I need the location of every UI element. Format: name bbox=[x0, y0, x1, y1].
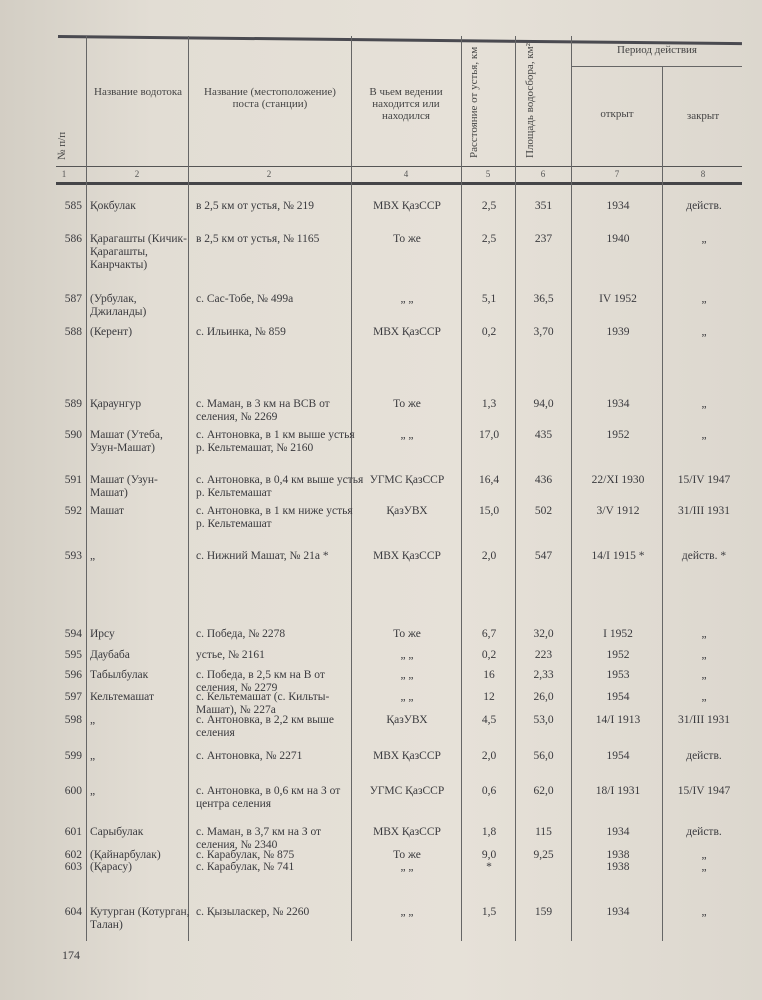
department: „ „ bbox=[400, 906, 414, 918]
watercourse-name: Машат (Узун-Машат) bbox=[90, 474, 158, 499]
department: УГМС ҚазССР bbox=[369, 474, 445, 486]
row-number: 600 bbox=[64, 785, 82, 797]
distance-from-mouth: * bbox=[486, 861, 492, 873]
department: „ „ bbox=[400, 429, 414, 441]
row-number: 601 bbox=[64, 826, 82, 838]
closed-date: „ bbox=[701, 429, 707, 441]
distance-from-mouth: 1,8 bbox=[481, 826, 497, 838]
closed-date: „ bbox=[701, 233, 707, 245]
column-number: 7 bbox=[614, 169, 620, 179]
post-location: с. Антоновка, № 2271 bbox=[196, 750, 303, 762]
header-distance: Расстояние от устья, км bbox=[468, 46, 480, 158]
distance-from-mouth: 15,0 bbox=[478, 505, 500, 517]
watercourse-name: Кутурган (Котурган, Талан) bbox=[90, 906, 190, 931]
closed-date: действ. bbox=[686, 200, 722, 212]
opened-date: 1934 bbox=[606, 200, 630, 212]
column-number: 1 bbox=[61, 169, 67, 179]
department: То же bbox=[393, 628, 421, 640]
department: МВХ ҚазССР bbox=[373, 750, 441, 762]
distance-from-mouth: 2,5 bbox=[481, 233, 497, 245]
catchment-area: 9,25 bbox=[533, 849, 554, 861]
closed-date: „ bbox=[701, 691, 707, 703]
closed-date: действ. bbox=[686, 826, 722, 838]
post-location: с. Антоновка, в 1 км ниже устья р. Кельтемашат bbox=[196, 505, 353, 530]
department: То же bbox=[393, 849, 421, 861]
watercourse-name: (Қарасу) bbox=[90, 861, 132, 873]
opened-date: 1953 bbox=[606, 669, 630, 681]
opened-date: 1952 bbox=[606, 649, 630, 661]
closed-date: „ bbox=[701, 849, 707, 861]
watercourse-name: (Қайнарбулак) bbox=[90, 849, 161, 861]
post-location: с. Антоновка, в 2,2 км выше селения bbox=[196, 714, 334, 739]
department: „ „ bbox=[400, 691, 414, 703]
watercourse-name: Ирсу bbox=[90, 628, 115, 640]
distance-from-mouth: 2,0 bbox=[481, 750, 497, 762]
header-closed: закрыт bbox=[686, 110, 720, 122]
catchment-area: 3,70 bbox=[533, 326, 554, 338]
post-location: с. Маман, в 3,7 км на З от селения, № 2340 bbox=[196, 826, 322, 851]
distance-from-mouth: 1,3 bbox=[481, 398, 497, 410]
catchment-area: 53,0 bbox=[533, 714, 554, 726]
closed-date: действ. * bbox=[681, 550, 727, 562]
opened-date: 18/I 1931 bbox=[595, 785, 641, 797]
closed-date: действ. bbox=[686, 750, 722, 762]
closed-date: 31/III 1931 bbox=[677, 714, 731, 726]
department: „ „ bbox=[400, 649, 414, 661]
post-location: с. Антоновка, в 0,4 км выше устья р. Кельтемашат bbox=[196, 474, 364, 499]
department: То же bbox=[393, 233, 421, 245]
catchment-area: 547 bbox=[534, 550, 553, 562]
post-location: с. Маман, в 3 км на ВСВ от селения, № 2269 bbox=[196, 398, 330, 423]
distance-from-mouth: 9,0 bbox=[481, 849, 497, 861]
opened-date: 1952 bbox=[606, 429, 630, 441]
column-divider bbox=[662, 66, 663, 941]
watercourse-name: Қокбулак bbox=[90, 200, 136, 212]
post-location: с. Карабулак, № 875 bbox=[196, 849, 295, 861]
catchment-area: 32,0 bbox=[533, 628, 554, 640]
catchment-area: 351 bbox=[534, 200, 553, 212]
opened-date: 1934 bbox=[606, 906, 630, 918]
post-location: с. Победа, № 2278 bbox=[196, 628, 286, 640]
catchment-area: 435 bbox=[534, 429, 553, 441]
department: УГМС ҚазССР bbox=[369, 785, 445, 797]
department: ҚазУВХ bbox=[386, 714, 428, 726]
row-number: 587 bbox=[64, 293, 82, 305]
closed-date: 31/III 1931 bbox=[677, 505, 731, 517]
column-number: 8 bbox=[700, 169, 706, 179]
department: МВХ ҚазССР bbox=[373, 826, 441, 838]
row-number: 585 bbox=[64, 200, 82, 212]
watercourse-name: (Урбулак, Джиланды) bbox=[90, 293, 147, 318]
row-number: 603 bbox=[64, 861, 82, 873]
header-period: Период действия bbox=[617, 44, 697, 56]
closed-date: „ bbox=[701, 398, 707, 410]
opened-date: I 1952 bbox=[603, 628, 633, 640]
closed-date: „ bbox=[701, 326, 707, 338]
department: МВХ ҚазССР bbox=[373, 200, 441, 212]
column-number: 5 bbox=[485, 169, 491, 179]
opened-date: 1954 bbox=[606, 750, 630, 762]
closed-date: 15/IV 1947 bbox=[677, 474, 731, 486]
distance-from-mouth: 0,2 bbox=[481, 326, 497, 338]
header-watercourse: Название водотока bbox=[94, 86, 182, 98]
row-number: 589 bbox=[64, 398, 82, 410]
opened-date: 1940 bbox=[606, 233, 630, 245]
distance-from-mouth: 6,7 bbox=[481, 628, 497, 640]
catchment-area: 502 bbox=[534, 505, 553, 517]
post-location: с. Сас-Тобе, № 499а bbox=[196, 293, 294, 305]
watercourse-name: (Керент) bbox=[90, 326, 133, 338]
watercourse-name: „ bbox=[90, 750, 96, 762]
closed-date: „ bbox=[701, 628, 707, 640]
catchment-area: 62,0 bbox=[533, 785, 554, 797]
opened-date: 1938 bbox=[606, 861, 630, 873]
post-location: с. Қызыласкер, № 2260 bbox=[196, 906, 310, 918]
row-number: 586 bbox=[64, 233, 82, 245]
distance-from-mouth: 17,0 bbox=[478, 429, 500, 441]
row-number: 588 bbox=[64, 326, 82, 338]
department: „ „ bbox=[400, 669, 414, 681]
row-number: 598 bbox=[64, 714, 82, 726]
opened-date: 1938 bbox=[606, 849, 630, 861]
post-location: с. Победа, в 2,5 км на В от селения, № 2279 bbox=[196, 669, 325, 694]
post-location: с. Антоновка, в 1 км выше устья р. Кельтемашат, № 2160 bbox=[196, 429, 355, 454]
watercourse-name: Кельтемашат bbox=[90, 691, 155, 703]
catchment-area: 223 bbox=[534, 649, 553, 661]
distance-from-mouth: 0,2 bbox=[481, 649, 497, 661]
watercourse-name: Машат (Утеба, Узун-Машат) bbox=[90, 429, 163, 454]
distance-from-mouth: 16 bbox=[483, 669, 495, 681]
distance-from-mouth: 5,1 bbox=[481, 293, 497, 305]
header-opened: открыт bbox=[600, 108, 634, 120]
row-number: 593 bbox=[64, 550, 82, 562]
closed-date: 15/IV 1947 bbox=[677, 785, 731, 797]
row-number: 590 bbox=[64, 429, 82, 441]
distance-from-mouth: 0,6 bbox=[481, 785, 497, 797]
watercourse-name: Қарагашты (Кичик-Қарагашты, Канрчакты) bbox=[90, 233, 187, 271]
watercourse-name: Қараунгур bbox=[90, 398, 142, 410]
watercourse-name: Машат bbox=[90, 505, 125, 517]
row-number: 595 bbox=[64, 649, 82, 661]
closed-date: „ bbox=[701, 649, 707, 661]
watercourse-name: Табылбулак bbox=[90, 669, 149, 681]
column-divider bbox=[461, 36, 462, 941]
post-location: с. Антоновка, в 0,6 км на З от центра селения bbox=[196, 785, 341, 810]
header-area: Площадь водосбора, км² bbox=[524, 43, 536, 158]
column-divider bbox=[86, 36, 87, 941]
watercourse-name: Сарыбулак bbox=[90, 826, 144, 838]
post-location: с. Кельтемашат (с. Кильты-Машат), № 227а bbox=[196, 691, 330, 716]
catchment-area: 26,0 bbox=[533, 691, 554, 703]
closed-date: „ bbox=[701, 906, 707, 918]
department: МВХ ҚазССР bbox=[373, 326, 441, 338]
catchment-area: 436 bbox=[534, 474, 553, 486]
row-number: 591 bbox=[64, 474, 82, 486]
department: „ „ bbox=[400, 293, 414, 305]
opened-date: 1934 bbox=[606, 398, 630, 410]
post-location: в 2,5 км от устья, № 219 bbox=[196, 200, 315, 212]
period-subheader-rule bbox=[572, 66, 742, 67]
catchment-area: 2,33 bbox=[533, 669, 554, 681]
column-divider bbox=[515, 36, 516, 941]
distance-from-mouth: 4,5 bbox=[481, 714, 497, 726]
row-number: 604 bbox=[64, 906, 82, 918]
closed-date: „ bbox=[701, 293, 707, 305]
column-number: 4 bbox=[403, 169, 409, 179]
row-number: 597 bbox=[64, 691, 82, 703]
opened-date: 1939 bbox=[606, 326, 630, 338]
post-location: устье, № 2161 bbox=[196, 649, 265, 661]
watercourse-name: Даубаба bbox=[90, 649, 130, 661]
opened-date: IV 1952 bbox=[599, 293, 637, 305]
catchment-area: 115 bbox=[535, 826, 552, 838]
catchment-area: 36,5 bbox=[533, 293, 554, 305]
opened-date: 22/XI 1930 bbox=[591, 474, 645, 486]
catchment-area: 237 bbox=[534, 233, 553, 245]
department: ҚазУВХ bbox=[386, 505, 428, 517]
row-number: 596 bbox=[64, 669, 82, 681]
opened-date: 14/I 1915 * bbox=[591, 550, 645, 562]
department: То же bbox=[393, 398, 421, 410]
department: МВХ ҚазССР bbox=[373, 550, 441, 562]
post-location: с. Карабулак, № 741 bbox=[196, 861, 295, 873]
column-number: 6 bbox=[540, 169, 546, 179]
header-post: Название (местоположение) поста (станции) bbox=[204, 86, 336, 110]
catchment-area: 159 bbox=[534, 906, 553, 918]
closed-date: „ bbox=[701, 669, 707, 681]
distance-from-mouth: 12 bbox=[483, 691, 495, 703]
catchment-area: 56,0 bbox=[533, 750, 554, 762]
column-number: 2 bbox=[134, 169, 140, 179]
distance-from-mouth: 2,5 bbox=[481, 200, 497, 212]
row-number: 592 bbox=[64, 505, 82, 517]
opened-date: 14/I 1913 bbox=[595, 714, 641, 726]
row-number: 599 bbox=[64, 750, 82, 762]
row-number: 594 bbox=[64, 628, 82, 640]
column-number: 2 bbox=[266, 169, 272, 179]
post-location: с. Ильинка, № 859 bbox=[196, 326, 286, 338]
watercourse-name: „ bbox=[90, 714, 96, 726]
row-number: 602 bbox=[64, 849, 82, 861]
post-location: в 2,5 км от устья, № 1165 bbox=[196, 233, 320, 245]
column-number-rule bbox=[56, 182, 742, 185]
watercourse-name: „ bbox=[90, 785, 96, 797]
post-location: с. Нижний Машат, № 21а * bbox=[196, 550, 329, 562]
column-divider bbox=[571, 36, 572, 941]
distance-from-mouth: 2,0 bbox=[481, 550, 497, 562]
department: „ „ bbox=[400, 861, 414, 873]
watercourse-name: „ bbox=[90, 550, 96, 562]
opened-date: 1954 bbox=[606, 691, 630, 703]
opened-date: 3/V 1912 bbox=[596, 505, 640, 517]
header-number: № п/п bbox=[56, 131, 68, 160]
distance-from-mouth: 16,4 bbox=[478, 474, 500, 486]
opened-date: 1934 bbox=[606, 826, 630, 838]
distance-from-mouth: 1,5 bbox=[481, 906, 497, 918]
header-bottom-rule bbox=[56, 166, 742, 167]
closed-date: „ bbox=[701, 861, 707, 873]
page-number: 174 bbox=[62, 948, 80, 962]
header-department: В чьем ведении находится или находился bbox=[369, 86, 443, 122]
catchment-area: 94,0 bbox=[533, 398, 554, 410]
